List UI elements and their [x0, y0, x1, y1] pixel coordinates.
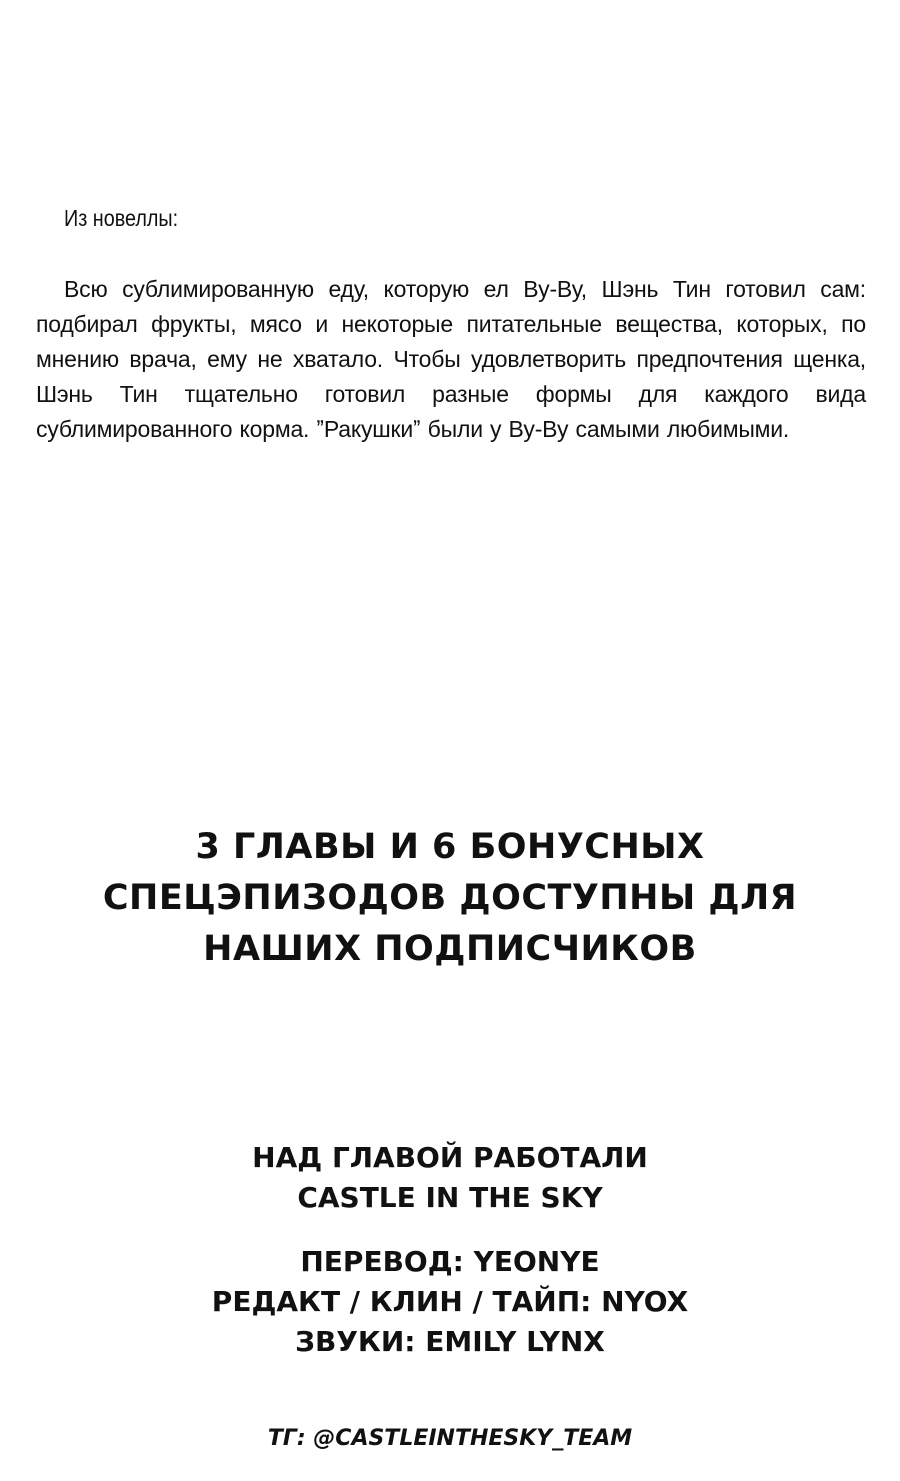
novel-excerpt-block [36, 198, 866, 447]
credits-translation: ПЕРЕВОД: YEONYE [300, 1245, 600, 1278]
credits-sound: ЗВУКИ: EMILY LYNX [295, 1325, 605, 1358]
credits-editing: РЕДАКТ / КЛИН / ТАЙП: NYOX [211, 1285, 689, 1318]
telegram-handle: ТГ: @CASTLEINTHESKY_TEAM [267, 1426, 633, 1451]
novel-excerpt-text: Всю сублимированную еду, которую ел Ву-Ву, Шэнь Тин готовил сам: подбирал фрукты, мясо и некоторые питательные вещества, которых, по мнению врача, ему не хватало. Чтобы удовлетворить предпочтения щенка, Шэнь Тин тщательно готовил разные формы для каждого вида сублимированного корма. ˮРакушкиˮ были у Ву-Ву самыми любимыми. [36, 276, 866, 442]
subscriber-promo-text: 3 ГЛАВЫ И 6 БОНУСНЫХ СПЕЦЭПИЗОДОВ ДОСТУПНЫ ДЛЯ НАШИХ ПОДПИСЧИКОВ [102, 827, 798, 969]
credits-roles-group [60, 1242, 840, 1362]
credits-team-name: CASTLE IN THE SKY [297, 1181, 603, 1214]
credits-team-label: НАД ГЛАВОЙ РАБОТАЛИ [252, 1141, 648, 1174]
credits-block [60, 1138, 840, 1362]
credits-team-group [60, 1138, 840, 1218]
novel-heading: Из новеллы: [64, 205, 179, 231]
